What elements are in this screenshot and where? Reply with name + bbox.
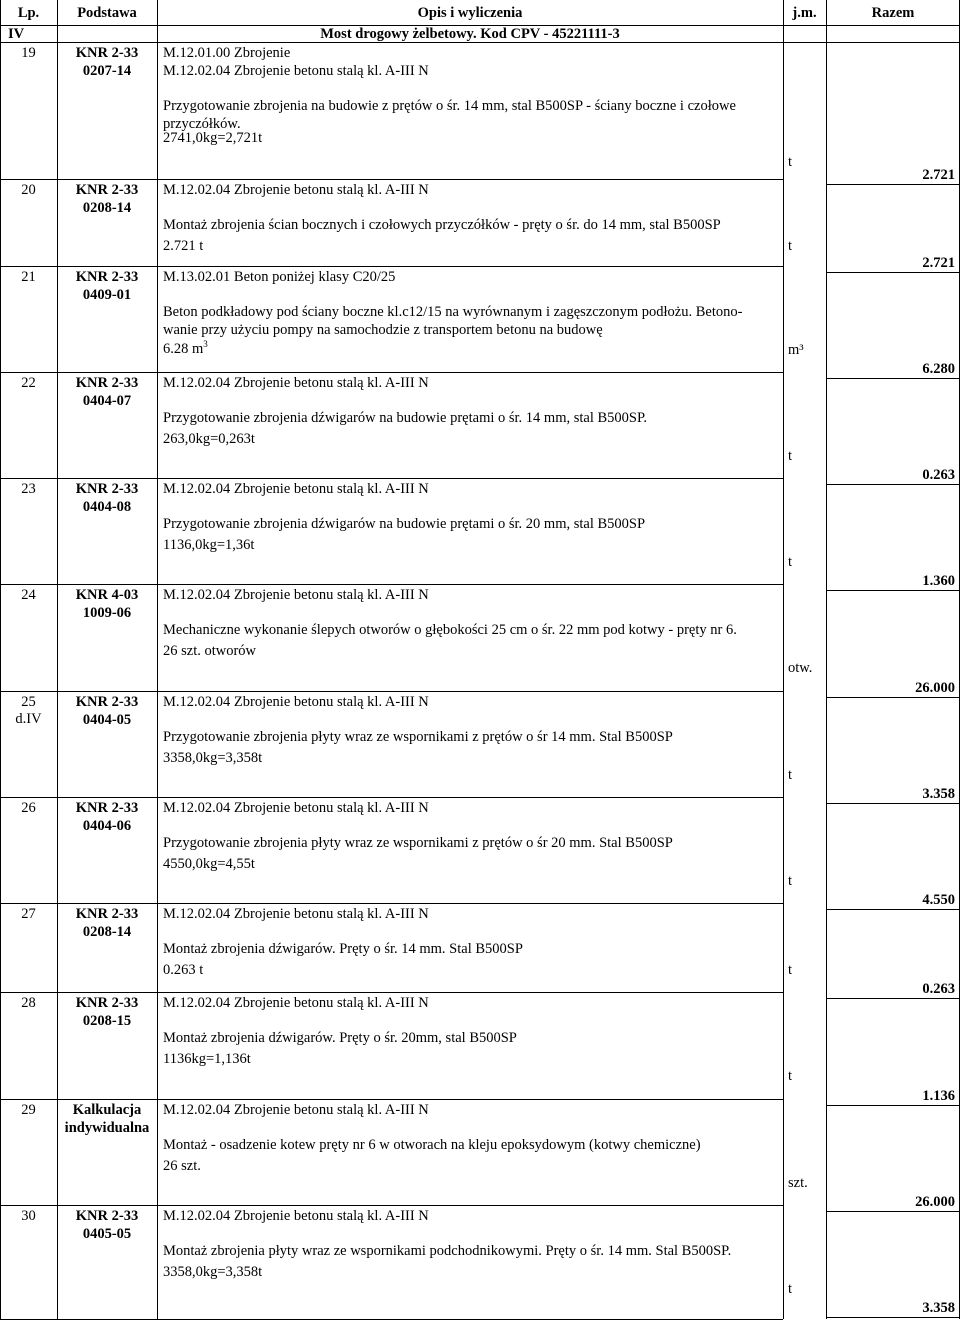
row-calculation-text: 0.263 t [163, 962, 204, 978]
row-total: 26.000 [915, 1194, 955, 1210]
row-basis-line: Kalkulacja [72, 1102, 142, 1118]
row-basis-line: 0404-06 [82, 818, 132, 834]
row-basis-line: 0409-01 [82, 287, 132, 303]
row-total: 26.000 [915, 680, 955, 696]
row-code-line: M.12.02.04 Zbrojenie betonu stalą kl. A-III N [163, 995, 429, 1011]
row-basis-line: 0404-07 [82, 393, 132, 409]
row-code-line: M.12.02.04 Zbrojenie betonu stalą kl. A-III N [163, 481, 429, 497]
row-calculation [163, 129, 262, 147]
row-lp: 30 [21, 1208, 36, 1224]
row-code-line: M.12.02.04 Zbrojenie betonu stalą kl. A-III N [163, 375, 429, 391]
row-basis-line: KNR 2-33 [75, 906, 139, 922]
row-basis-line: KNR 4-03 [75, 587, 139, 603]
row-separator-left [0, 992, 783, 993]
row-separator-razem [826, 484, 960, 485]
row-basis-line: 0207-14 [82, 63, 132, 79]
row-total: 1.136 [922, 1088, 955, 1104]
row-unit: t [788, 554, 793, 570]
row-calculation [163, 340, 208, 358]
row-calculation [163, 1263, 262, 1281]
row-lp: 23 [21, 481, 36, 497]
row-code-line: M.12.02.04 Zbrojenie betonu stalą kl. A-III N [163, 694, 429, 710]
row-lp: 20 [21, 182, 36, 198]
row-lp: 22 [21, 375, 36, 391]
row-description-line: Beton podkładowy pod ściany boczne kl.c12/15 na wyrównanym i zagęszczonym podłożu. Betono- [163, 304, 743, 320]
row-unit: t [788, 1068, 793, 1084]
row-separator-razem [826, 184, 960, 185]
section-bottom-line [0, 42, 960, 43]
row-lp: 24 [21, 587, 36, 603]
row-separator-left [0, 372, 783, 373]
row-calculation-text: 2.721 t [163, 238, 204, 254]
row-description-line: Montaż - osadzenie kotew pręty nr 6 w otworach na kleju epoksydowym (kotwy chemiczne) [163, 1137, 701, 1153]
row-total: 2.721 [922, 255, 955, 271]
row-total: 0.263 [922, 467, 955, 483]
row-lp: 28 [21, 995, 36, 1011]
row-description-line: Montaż zbrojenia płyty wraz ze wspornikami podchodnikowymi. Pręty o śr. 14 mm. Stal B500SP. [163, 1243, 732, 1259]
row-separator-left [0, 903, 783, 904]
row-total: 3.358 [922, 1300, 955, 1316]
row-separator-razem [826, 803, 960, 804]
row-basis-line: KNR 2-33 [75, 45, 139, 61]
row-calculation-text: 6.28 m [163, 341, 204, 357]
row-separator-razem [826, 1211, 960, 1212]
row-calculation-text: 2741,0kg=2,721t [163, 130, 263, 146]
row-basis-line: 0404-08 [82, 499, 132, 515]
row-separator-razem [826, 909, 960, 910]
row-basis-line: 0208-14 [82, 200, 132, 216]
row-code-line: M.12.02.04 Zbrojenie betonu stalą kl. A-III N [163, 1208, 429, 1224]
row-separator-left [0, 478, 783, 479]
row-calculation [163, 749, 262, 767]
row-separator-left [0, 584, 783, 585]
row-separator-razem [826, 697, 960, 698]
row-code-line: M.12.02.04 Zbrojenie betonu stalą kl. A-III N [163, 182, 429, 198]
header-razem: Razem [871, 5, 915, 21]
row-basis-line: 0405-05 [82, 1226, 132, 1242]
row-unit: m³ [788, 342, 804, 358]
row-calculation-text: 26 szt. [163, 1158, 201, 1174]
row-lp: 26 [21, 800, 36, 816]
col-divider-opis [157, 0, 158, 1319]
row-basis-line: 0208-14 [82, 924, 132, 940]
row-calculation [163, 961, 203, 979]
row-separator-razem [826, 998, 960, 999]
row-separator-razem [826, 590, 960, 591]
row-lp-sub: d.IV [15, 711, 42, 727]
row-total: 4.550 [922, 892, 955, 908]
row-separator-left [0, 179, 783, 180]
row-calculation [163, 1157, 201, 1175]
row-calculation [163, 536, 254, 554]
section-title: Most drogowy żelbetowy. Kod CPV - 45221111-3 [320, 26, 620, 42]
row-separator-left [0, 1205, 783, 1206]
row-total: 6.280 [922, 361, 955, 377]
row-separator-razem [826, 272, 960, 273]
row-description-line: Przygotowanie zbrojenia płyty wraz ze wspornikami z prętów o śr 20 mm. Stal B500SP [163, 835, 673, 851]
row-calculation-text: 3358,0kg=3,358t [163, 750, 263, 766]
row-basis-line: KNR 2-33 [75, 182, 139, 198]
row-calculation [163, 855, 255, 873]
row-separator-left [0, 266, 783, 267]
header-jm: j.m. [792, 5, 817, 21]
row-basis-line: KNR 2-33 [75, 269, 139, 285]
row-lp: 19 [21, 45, 36, 61]
row-separator-left [0, 1099, 783, 1100]
row-lp: 29 [21, 1102, 36, 1118]
row-lp: 25 [21, 694, 36, 710]
row-code-line: M.13.02.01 Beton poniżej klasy C20/25 [163, 269, 396, 285]
row-description-line: Przygotowanie zbrojenia dźwigarów na budowie prętami o śr. 20 mm, stal B500SP [163, 516, 646, 532]
row-calculation-superscript: 3 [203, 339, 208, 350]
row-code-line: M.12.02.04 Zbrojenie betonu stalą kl. A-III N [163, 1102, 429, 1118]
row-code-line: M.12.02.04 Zbrojenie betonu stalą kl. A-III N [163, 906, 429, 922]
row-separator-razem [826, 1105, 960, 1106]
row-basis-line: KNR 2-33 [75, 995, 139, 1011]
row-description-line: wanie przy użyciu pompy na samochodzie z transportem betonu na budowę [163, 322, 603, 338]
row-unit: t [788, 154, 793, 170]
row-basis-line: KNR 2-33 [75, 375, 139, 391]
row-calculation-text: 3358,0kg=3,358t [163, 1264, 263, 1280]
row-separator-razem [826, 1317, 960, 1318]
row-description-line: Montaż zbrojenia dźwigarów. Pręty o śr. 20mm, stal B500SP [163, 1030, 517, 1046]
row-calculation-text: 263,0kg=0,263t [163, 431, 255, 447]
row-calculation [163, 237, 203, 255]
header-lp: Lp. [17, 5, 40, 21]
row-basis-line: KNR 2-33 [75, 694, 139, 710]
row-unit: szt. [788, 1175, 808, 1191]
row-total: 3.358 [922, 786, 955, 802]
row-calculation-text: 26 szt. otworów [163, 643, 257, 659]
row-code-line: M.12.02.04 Zbrojenie betonu stalą kl. A-III N [163, 800, 429, 816]
col-divider-razem [826, 0, 827, 1319]
row-calculation-text: 4550,0kg=4,55t [163, 856, 255, 872]
row-description-line: Mechaniczne wykonanie ślepych otworów o głębokości 25 cm o śr. 22 mm pod kotwy - pręty nr 6. [163, 622, 737, 638]
header-podstawa: Podstawa [77, 5, 137, 21]
row-basis-line: indywidualna [64, 1120, 150, 1136]
row-basis-line: 0404-05 [82, 712, 132, 728]
row-code-line: M.12.02.04 Zbrojenie betonu stalą kl. A-III N [163, 63, 429, 79]
row-unit: t [788, 1281, 793, 1297]
row-total: 2.721 [922, 167, 955, 183]
row-lp: 21 [21, 269, 36, 285]
col-divider-jm [783, 0, 784, 1319]
row-unit: t [788, 448, 793, 464]
row-calculation [163, 1050, 251, 1068]
row-unit: t [788, 873, 793, 889]
row-separator-razem [826, 378, 960, 379]
row-basis-line: 0208-15 [82, 1013, 132, 1029]
row-separator-left [0, 797, 783, 798]
row-total: 0.263 [922, 981, 955, 997]
row-description-line: Montaż zbrojenia dźwigarów. Pręty o śr. 14 mm. Stal B500SP [163, 941, 523, 957]
row-unit: t [788, 238, 793, 254]
row-basis-line: 1009-06 [82, 605, 132, 621]
row-calculation-text: 1136kg=1,136t [163, 1051, 251, 1067]
row-unit: t [788, 767, 793, 783]
row-basis-line: KNR 2-33 [75, 1208, 139, 1224]
section-number: IV [8, 26, 25, 42]
row-description-line: Przygotowanie zbrojenia dźwigarów na budowie prętami o śr. 14 mm, stal B500SP. [163, 410, 648, 426]
row-description-line: Przygotowanie zbrojenia płyty wraz ze wspornikami z prętów o śr 14 mm. Stal B500SP [163, 729, 673, 745]
row-calculation [163, 642, 256, 660]
row-separator-left [0, 691, 783, 692]
row-code-line: M.12.02.04 Zbrojenie betonu stalą kl. A-III N [163, 587, 429, 603]
row-description-line: Przygotowanie zbrojenia na budowie z prętów o śr. 14 mm, stal B500SP - ściany boczne i czołowe [163, 98, 736, 114]
row-description-line: przyczółków. [163, 116, 241, 132]
row-calculation-text: 1136,0kg=1,36t [163, 537, 255, 553]
header-opis: Opis i wyliczenia [417, 5, 523, 21]
row-calculation [163, 430, 255, 448]
row-unit: t [788, 962, 793, 978]
row-description-line: Montaż zbrojenia ścian bocznych i czołowych przyczółków - pręty o śr. do 14 mm, stal B500SP [163, 217, 721, 233]
row-total: 1.360 [922, 573, 955, 589]
row-lp: 27 [21, 906, 36, 922]
row-basis-line: KNR 2-33 [75, 800, 139, 816]
row-basis-line: KNR 2-33 [75, 481, 139, 497]
row-unit: otw. [788, 660, 813, 676]
row-code-line: M.12.01.00 Zbrojenie [163, 45, 291, 61]
